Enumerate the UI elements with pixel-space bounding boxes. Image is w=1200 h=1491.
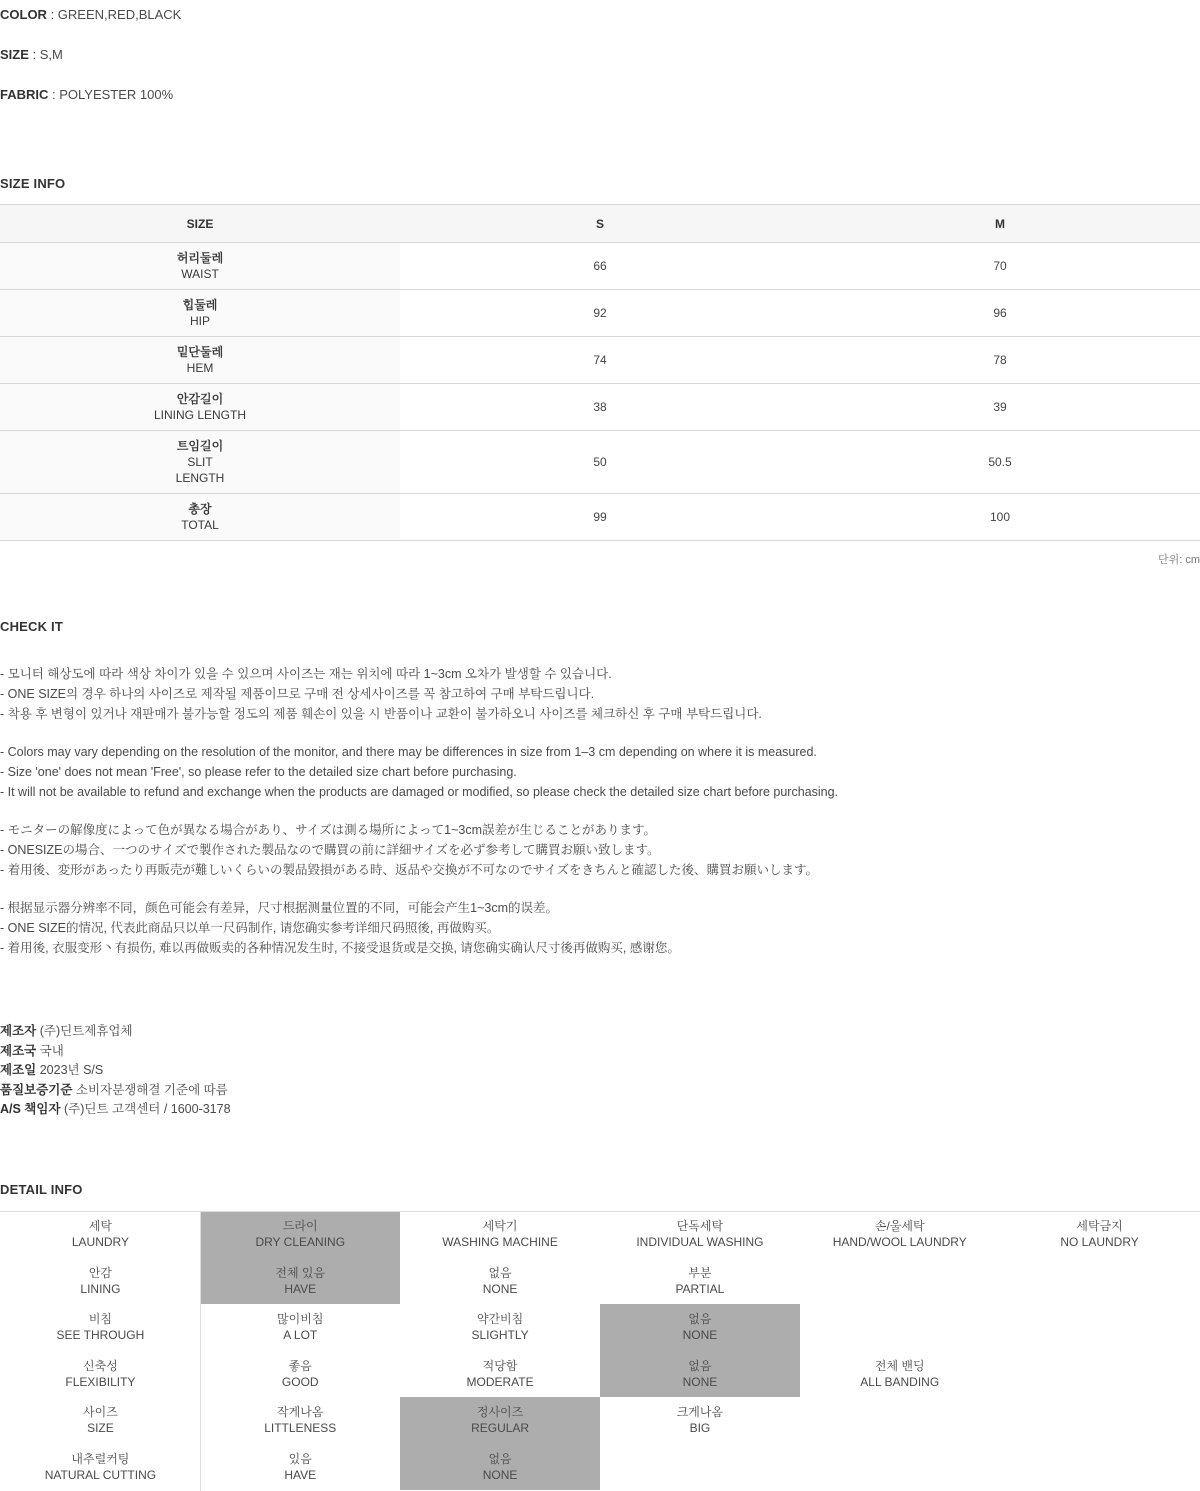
detail-category-cell: [1, 1304, 201, 1351]
detail-cell-kr: 손/울세탁: [874, 1219, 925, 1234]
size-value-m: 100: [800, 494, 1200, 541]
size-value-m: 96: [800, 290, 1200, 337]
detail-row: [1, 1211, 1200, 1258]
detail-category-cell: [1, 1444, 201, 1491]
size-value-s: 74: [400, 337, 800, 384]
detail-option-cell: [200, 1258, 400, 1305]
detail-option-cell: [1000, 1258, 1200, 1305]
detail-cell-kr: 안감: [88, 1265, 112, 1280]
detail-cell-kr: 세탁금지: [1076, 1219, 1123, 1234]
detail-option-cell: [800, 1211, 1000, 1258]
detail-option-cell: [1000, 1351, 1200, 1398]
size-row-label-kr: 밑단둘레: [176, 345, 224, 359]
detail-row: [1, 1351, 1200, 1398]
detail-option-cell: [1000, 1304, 1200, 1351]
detail-row: [1, 1444, 1200, 1491]
spec-fabric: [0, 86, 1200, 104]
detail-category-cell: [1, 1397, 201, 1444]
detail-option-cell: [800, 1258, 1000, 1305]
table-header-row: [0, 205, 1200, 243]
notice-group: [0, 664, 1200, 724]
detail-cell-kr: 적당함: [482, 1358, 518, 1373]
detail-cell-en: A LOT: [283, 1328, 318, 1343]
spec-color: [0, 6, 1200, 24]
notice-line: - モニターの解像度によって色が異なる場合があり、サイズは測る場所によって1~3cm誤差が生じることがあります。: [0, 823, 657, 837]
maker-value: (주)딘트 고객센터 / 1600-3178: [60, 1102, 231, 1116]
notice-line: - Colors may vary depending on the resolution of the monitor, and there may be differences in size from 1–3 cm depending on where it is measured.: [0, 745, 817, 759]
detail-category-cell: [1, 1258, 201, 1305]
detail-info-heading: DETAIL INFO: [0, 1181, 83, 1197]
detail-cell-en: SIZE: [87, 1421, 114, 1436]
size-row-label-kr: 허리둘레: [176, 251, 224, 265]
size-row-label: [0, 384, 400, 431]
size-row-label: [0, 290, 400, 337]
size-row-label-en: WAIST: [181, 267, 219, 281]
size-value-s: 99: [400, 494, 800, 541]
detail-category-cell: [1, 1211, 201, 1258]
detail-category-cell: [1, 1351, 201, 1398]
notice-group: [0, 898, 1200, 958]
detail-cell-en: ALL BANDING: [860, 1374, 940, 1389]
detail-cell-kr: 세탁: [88, 1219, 112, 1234]
size-row-label-en: SLIT LENGTH: [175, 455, 225, 485]
notice-line: - 根据显示器分辨率不同，颜色可能会有差异，尺寸根据测量位置的不同，可能会产生1~3cm的误差。: [0, 901, 559, 915]
manufacturer-block: [0, 1022, 1200, 1120]
detail-cell-kr: 없음: [488, 1451, 512, 1466]
size-value-m: 78: [800, 337, 1200, 384]
detail-option-cell: [200, 1304, 400, 1351]
size-value-s: 66: [400, 243, 800, 290]
detail-option-cell: [400, 1211, 600, 1258]
detail-cell-kr: 없음: [688, 1358, 712, 1373]
detail-option-cell: [200, 1351, 400, 1398]
size-info-heading: SIZE INFO: [0, 176, 66, 191]
size-row-label: [0, 243, 400, 290]
detail-option-cell: [400, 1304, 600, 1351]
detail-cell-kr: 정사이즈: [476, 1405, 524, 1420]
size-row-label-kr: 총장: [188, 502, 212, 516]
detail-cell-en: LAUNDRY: [71, 1235, 129, 1250]
detail-row: [1, 1397, 1200, 1444]
size-row-label-en: LINING LENGTH: [153, 408, 246, 422]
detail-cell-en: MODERATE: [466, 1374, 534, 1389]
size-row-label-kr: 트임길이: [176, 439, 224, 453]
detail-option-cell: [200, 1211, 400, 1258]
detail-cell-kr: 세탁기: [482, 1219, 518, 1234]
size-row-label-en: HEM: [186, 361, 214, 375]
detail-option-cell: [600, 1304, 800, 1351]
maker-row: [0, 1022, 1200, 1042]
maker-label: 제조국: [0, 1043, 37, 1058]
detail-cell-en: NO LAUNDRY: [1060, 1235, 1139, 1250]
maker-value: (주)딘트제휴업체: [36, 1024, 133, 1038]
detail-option-cell: [1000, 1444, 1200, 1491]
detail-option-cell: [800, 1351, 1000, 1398]
detail-cell-en: INDIVIDUAL WASHING: [636, 1235, 764, 1250]
size-row-label-kr: 안감길이: [176, 392, 224, 406]
check-it-heading: CHECK IT: [0, 619, 63, 634]
size-row-label-kr: 힙둘레: [182, 298, 218, 312]
size-value-s: 38: [400, 384, 800, 431]
detail-option-cell: [400, 1258, 600, 1305]
spec-color-value: : GREEN,RED,BLACK: [46, 7, 182, 22]
size-info-table: [0, 204, 1200, 541]
detail-option-cell: [1000, 1397, 1200, 1444]
detail-row: [1, 1304, 1200, 1351]
spec-size-label: SIZE: [0, 47, 29, 62]
detail-cell-kr: 작게나옴: [277, 1405, 324, 1420]
detail-cell-en: NONE: [482, 1467, 518, 1482]
notice-line: - ONE SIZE의 경우 하나의 사이즈로 제작될 제품이므로 구매 전 상세사이즈를 꼭 참고하여 구매 부탁드립니다.: [0, 687, 595, 701]
maker-label: 제조일: [0, 1063, 37, 1077]
detail-cell-kr: 드라이: [282, 1219, 318, 1234]
notice-line: - 모니터 해상도에 따라 색상 차이가 있을 수 있으며 사이즈는 재는 위치에 따라 1~3cm 오차가 발생할 수 있습니다.: [0, 667, 612, 681]
maker-value: 2023년 S/S: [36, 1063, 104, 1077]
detail-cell-kr: 사이즈: [83, 1405, 118, 1420]
size-value-m: 70: [800, 243, 1200, 290]
detail-cell-kr: 많이비침: [277, 1312, 324, 1327]
detail-row: [1, 1258, 1200, 1305]
maker-label: A/S 책임자: [0, 1102, 61, 1116]
detail-cell-kr: 내추럴커팅: [71, 1451, 130, 1466]
detail-cell-en: NONE: [682, 1374, 718, 1389]
detail-cell-en: SLIGHTLY: [471, 1328, 529, 1343]
maker-row: [0, 1100, 1200, 1120]
detail-cell-en: HAND/WOOL LAUNDRY: [832, 1235, 967, 1250]
detail-option-cell: [600, 1258, 800, 1305]
detail-cell-en: SEE THROUGH: [56, 1328, 145, 1343]
size-col-header-m: M: [800, 205, 1200, 243]
table-row: [0, 494, 1200, 541]
detail-cell-kr: 크게나옴: [676, 1405, 724, 1420]
detail-option-cell: [400, 1444, 600, 1491]
detail-cell-en: GOOD: [281, 1374, 319, 1389]
notice-group: [0, 742, 1200, 802]
detail-option-cell: [1000, 1211, 1200, 1258]
detail-option-cell: [800, 1397, 1000, 1444]
maker-value: 소비자분쟁해결 기준에 따름: [72, 1082, 228, 1097]
detail-cell-en: LITTLENESS: [264, 1421, 337, 1436]
notice-line: - Size 'one' does not mean 'Free', so please refer to the detailed size chart before purchasing.: [0, 765, 517, 779]
detail-cell-en: NONE: [682, 1328, 718, 1343]
table-row: [0, 290, 1200, 337]
detail-cell-en: WASHING MACHINE: [442, 1235, 558, 1250]
size-table-body: [0, 243, 1200, 541]
detail-cell-en: BIG: [689, 1421, 711, 1436]
size-value-s: 92: [400, 290, 800, 337]
detail-cell-kr: 좋음: [288, 1358, 312, 1373]
detail-cell-kr: 전체 있음: [275, 1265, 326, 1280]
size-table-head: [0, 205, 1200, 243]
detail-cell-kr: 단독세탁: [676, 1219, 724, 1234]
spec-size: [0, 46, 1200, 64]
detail-cell-kr: 있음: [288, 1451, 312, 1466]
detail-table-body: [1, 1211, 1200, 1490]
size-row-label: [0, 494, 400, 541]
maker-row: [0, 1081, 1200, 1101]
detail-option-cell: [400, 1351, 600, 1398]
detail-cell-en: NONE: [482, 1281, 518, 1296]
detail-cell-en: REGULAR: [471, 1421, 530, 1436]
detail-option-cell: [600, 1397, 800, 1444]
detail-cell-en: LINING: [80, 1281, 121, 1296]
size-value-m: 50.5: [800, 431, 1200, 494]
detail-option-cell: [600, 1351, 800, 1398]
notice-group: [0, 820, 1200, 880]
detail-cell-en: HAVE: [284, 1281, 317, 1296]
notice-line: - ONE SIZE的情况, 代表此商品只以单一尺码制作, 请您确实参考详细尺码照後, 再做购买。: [0, 921, 500, 935]
maker-label: 품질보증기준: [0, 1082, 73, 1097]
spec-color-label: COLOR: [0, 7, 47, 22]
detail-cell-kr: 비침: [88, 1312, 112, 1327]
size-value-s: 50: [400, 431, 800, 494]
size-row-label-en: HIP: [189, 314, 210, 328]
spec-fabric-label: FABRIC: [0, 87, 49, 102]
detail-cell-kr: 신축성: [83, 1358, 118, 1373]
check-it-notices: [0, 664, 1200, 958]
detail-option-cell: [200, 1444, 400, 1491]
detail-info-table: [0, 1211, 1200, 1491]
size-row-label: [0, 431, 400, 494]
detail-option-cell: [800, 1304, 1000, 1351]
detail-cell-kr: 약간비침: [476, 1312, 524, 1327]
detail-cell-kr: 전체 밴딩: [874, 1358, 925, 1373]
detail-option-cell: [400, 1397, 600, 1444]
detail-option-cell: [800, 1444, 1000, 1491]
detail-cell-en: PARTIAL: [675, 1281, 725, 1296]
size-col-header-name: SIZE: [0, 205, 400, 243]
detail-cell-kr: 없음: [688, 1312, 712, 1327]
table-row: [0, 431, 1200, 494]
detail-info-wrap: [0, 1211, 1200, 1491]
detail-cell-en: FLEXIBILITY: [65, 1374, 136, 1389]
notice-line: - ONESIZEの場合、一つのサイズで製作された製品なので購買の前に詳細サイズを必ず参考して購買お願い致します。: [0, 843, 660, 857]
table-row: [0, 337, 1200, 384]
size-value-m: 39: [800, 384, 1200, 431]
product-spec-block: [0, 0, 1200, 104]
detail-option-cell: [600, 1444, 800, 1491]
maker-row: [0, 1042, 1200, 1062]
detail-cell-kr: 없음: [488, 1265, 512, 1280]
detail-cell-en: NATURAL CUTTING: [44, 1467, 157, 1482]
size-unit-note: 단위: cm: [1157, 554, 1200, 566]
size-row-label-en: TOTAL: [181, 518, 219, 532]
notice-line: - 着用後、変形があったり再販売が難しいくらいの製品毀損がある時、返品や交換が不可なのでサイズをきちんと確認した後、購買お願いします。: [0, 863, 819, 877]
detail-cell-en: HAVE: [284, 1467, 317, 1482]
maker-value: 국내: [36, 1043, 64, 1058]
table-row: [0, 243, 1200, 290]
size-row-label: [0, 337, 400, 384]
detail-option-cell: [200, 1397, 400, 1444]
notice-line: - 着用後, 衣服变形丶有损伤, 难以再做贩卖的各种情况发生时, 不接受退货或是交换, 请您确实确认尺寸後再做购买, 感谢您。: [0, 941, 680, 955]
spec-fabric-value: : POLYESTER 100%: [48, 87, 174, 102]
detail-option-cell: [600, 1211, 800, 1258]
detail-cell-en: DRY CLEANING: [255, 1235, 346, 1250]
notice-line: - 착용 후 변형이 있거나 재판매가 불가능할 정도의 제품 훼손이 있을 시 반품이나 교환이 불가하오니 사이즈를 체크하신 후 구매 부탁드립니다.: [0, 707, 762, 721]
spec-size-value: : S,M: [28, 47, 63, 62]
notice-line: - It will not be available to refund and exchange when the products are damaged or modified, so please check the detailed size chart before purchasing.: [0, 785, 839, 799]
table-row: [0, 384, 1200, 431]
detail-cell-kr: 부분: [688, 1265, 712, 1280]
maker-label: 제조자: [0, 1024, 37, 1038]
maker-row: [0, 1061, 1200, 1081]
size-col-header-s: S: [400, 205, 800, 243]
